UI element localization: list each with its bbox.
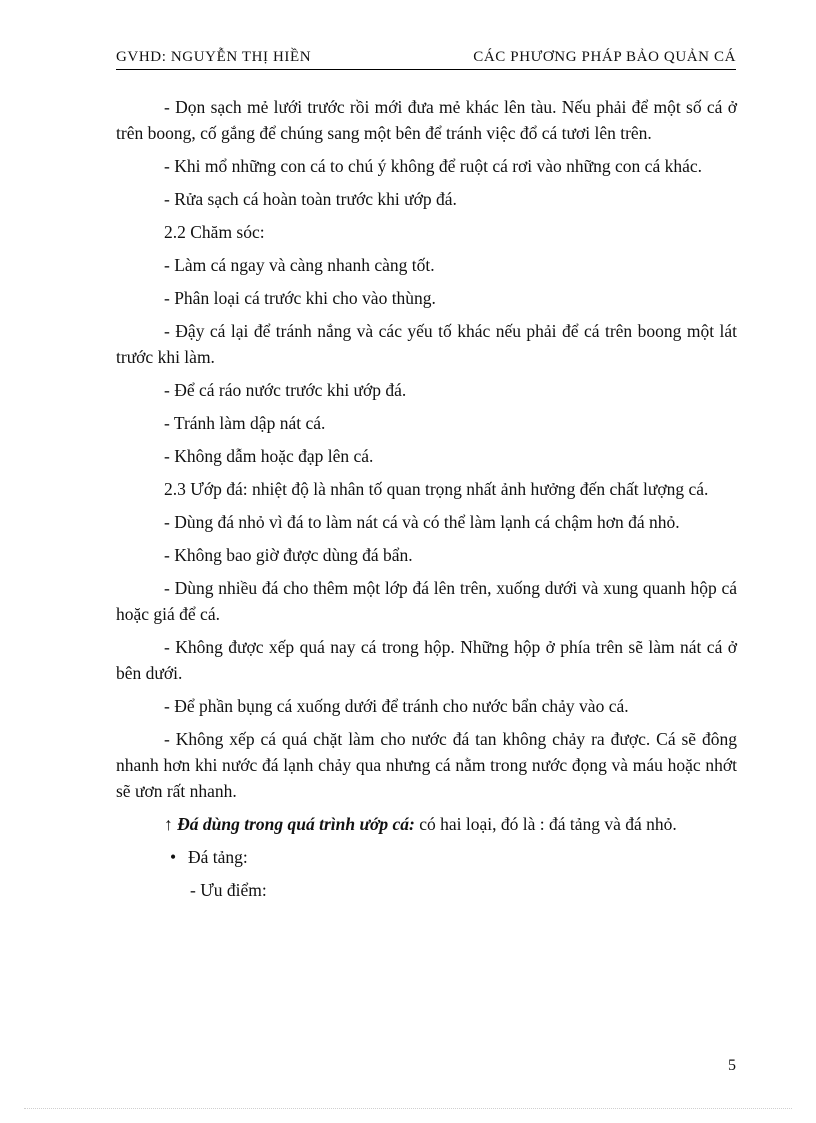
ice-note-label: Đá dùng trong quá trình ướp cá: bbox=[177, 814, 415, 834]
paragraph: - Tránh làm dập nát cá. bbox=[164, 413, 326, 433]
ice-note bbox=[116, 811, 737, 837]
page-divider bbox=[24, 1108, 792, 1109]
paragraph: - Làm cá ngay và càng nhanh càng tốt. bbox=[164, 255, 435, 275]
paragraph: - Không dẫm hoặc đạp lên cá. bbox=[164, 446, 374, 466]
paragraph: - Không xếp cá quá chặt làm cho nước đá tan không chảy ra được. Cá sẽ đông nhanh hơn khi nước đá lạnh chảy qua nhưng cá nằm trong nước đọng và máu hoặc nhớt sẽ ươn rất nhanh. bbox=[116, 729, 737, 801]
page-number: 5 bbox=[728, 1057, 736, 1074]
bullet-item bbox=[116, 844, 737, 870]
paragraph: - Phân loại cá trước khi cho vào thùng. bbox=[164, 288, 436, 308]
paragraph: - Không được xếp quá nay cá trong hộp. Những hộp ở phía trên sẽ làm nát cá ở bên dưới. bbox=[116, 637, 737, 683]
ice-note-text: có hai loại, đó là : đá tảng và đá nhỏ. bbox=[414, 814, 677, 834]
paragraph: - Rửa sạch cá hoàn toàn trước khi ướp đá. bbox=[164, 189, 457, 209]
section-heading-care: 2.2 Chăm sóc: bbox=[164, 222, 265, 242]
paragraph: - Để cá ráo nước trước khi ướp đá. bbox=[164, 380, 407, 400]
paragraph: - Để phần bụng cá xuống dưới để tránh cho nước bẩn chảy vào cá. bbox=[164, 696, 629, 716]
section-heading-icing: 2.3 Ướp đá: nhiệt độ là nhân tố quan trọng nhất ảnh hưởng đến chất lượng cá. bbox=[164, 479, 709, 499]
paragraph: - Dùng đá nhỏ vì đá to làm nát cá và có thể làm lạnh cá chậm hơn đá nhỏ. bbox=[164, 512, 680, 532]
paragraph: - Khi mổ những con cá to chú ý không để ruột cá rơi vào những con cá khác. bbox=[164, 156, 703, 176]
bullet-text: Đá tảng: bbox=[188, 847, 248, 867]
header-instructor: GVHD: NGUYỄN THỊ HIỀN bbox=[116, 49, 312, 65]
header-title: CÁC PHƯƠNG PHÁP BẢO QUẢN CÁ bbox=[473, 49, 736, 65]
sub-item: - Ưu điểm: bbox=[190, 880, 267, 900]
paragraph: - Dùng nhiều đá cho thêm một lớp đá lên trên, xuống dưới và xung quanh hộp cá hoặc giá để cá. bbox=[116, 578, 737, 624]
page-header bbox=[116, 49, 736, 70]
document-body bbox=[116, 94, 737, 910]
paragraph: - Dọn sạch mẻ lưới trước rồi mới đưa mẻ khác lên tàu. Nếu phải để một số cá ở trên boong, cố gắng để chúng sang một bên để tránh việc đổ cá tươi lên trên. bbox=[116, 97, 737, 143]
up-arrow-icon: ↑ bbox=[164, 814, 173, 834]
bullet-dot-icon: • bbox=[170, 847, 177, 867]
paragraph: - Không bao giờ được dùng đá bẩn. bbox=[164, 545, 413, 565]
paragraph: - Đậy cá lại để tránh nắng và các yếu tố khác nếu phải để cá trên boong một lát trước khi làm. bbox=[116, 321, 737, 367]
